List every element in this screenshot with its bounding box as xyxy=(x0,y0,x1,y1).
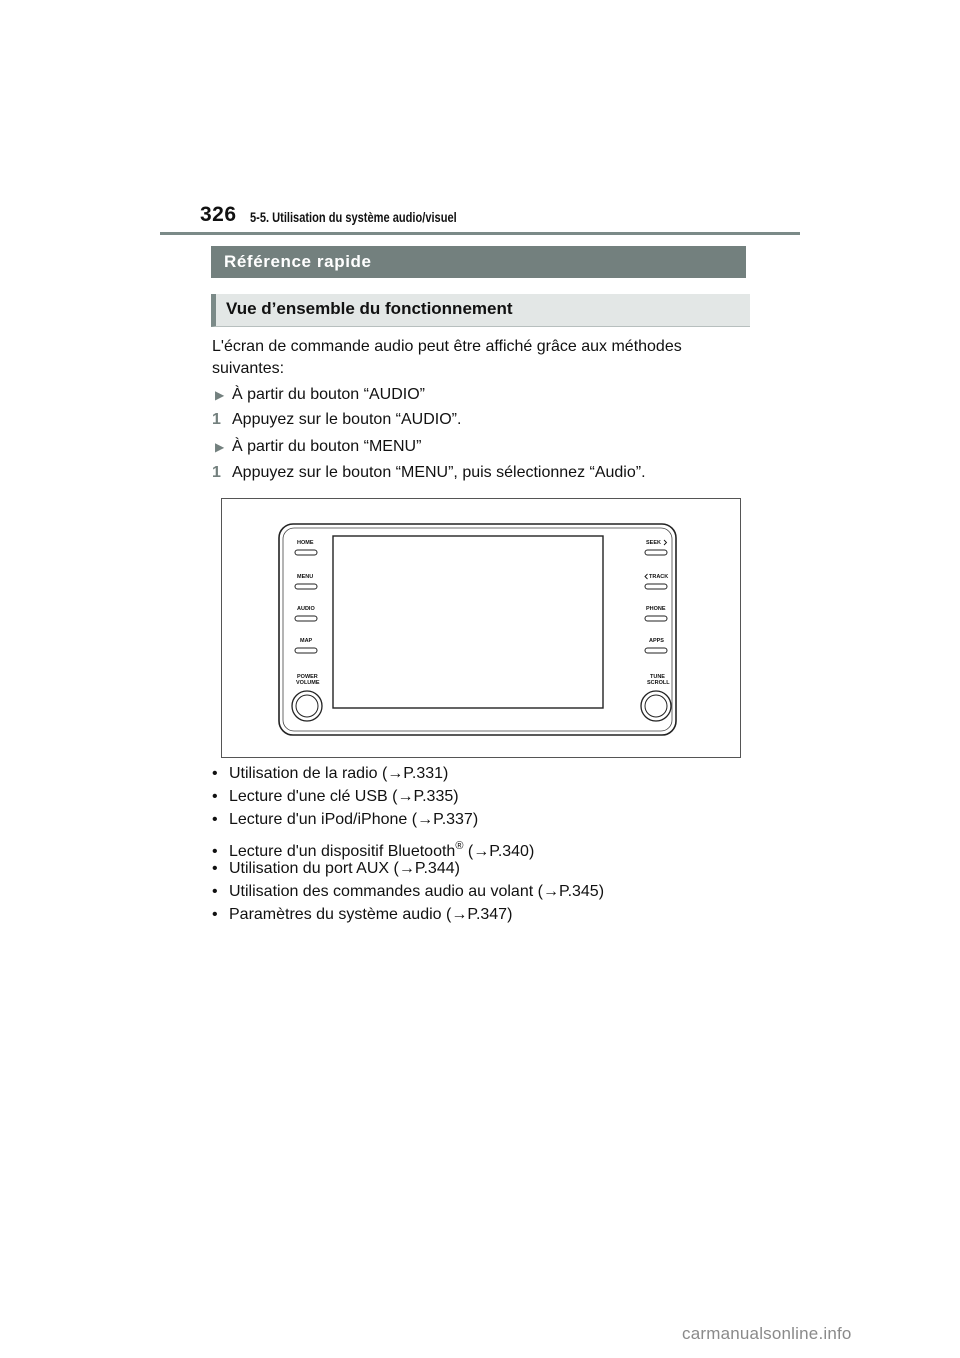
registered-mark: ® xyxy=(455,840,464,852)
step-number: 1 xyxy=(212,411,221,428)
button-label: TRACK xyxy=(649,574,669,580)
arrow-icon: → xyxy=(542,883,559,900)
section-title: 5-5. Utilisation du système audio/visuel xyxy=(250,210,457,225)
page-link[interactable]: P.335) xyxy=(413,788,459,805)
display-screen xyxy=(333,536,603,708)
method-heading xyxy=(215,438,421,456)
page-link[interactable]: P.344) xyxy=(414,860,460,877)
step-row xyxy=(212,411,461,429)
step-row xyxy=(212,464,646,482)
reference-list xyxy=(212,762,772,926)
head-unit-illustration xyxy=(222,499,740,757)
button-label: MAP xyxy=(300,638,313,644)
seek-button xyxy=(645,550,667,555)
triangle-icon: ▶ xyxy=(215,440,225,454)
method-heading-text: À partir du bouton “MENU” xyxy=(232,438,422,455)
apps-button xyxy=(645,648,667,653)
list-item: • Lecture d'une clé USB (→P.335) xyxy=(212,788,459,805)
list-item: • Utilisation des commandes audio au volant (→P.345) xyxy=(212,883,605,900)
subtitle-bar xyxy=(211,294,750,327)
arrow-icon: → xyxy=(387,765,404,782)
page-number: 326 xyxy=(200,203,237,226)
button-label: MENU xyxy=(297,574,314,580)
method-heading-text: À partir du bouton “AUDIO” xyxy=(232,386,425,403)
list-item: • Utilisation de la radio (→P.331) xyxy=(212,765,449,782)
title-bar xyxy=(211,246,746,278)
step-text: Appuyez sur le bouton “MENU”, puis sélectionnez “Audio”. xyxy=(232,464,646,481)
button-label: HOME xyxy=(297,540,314,546)
watermark: carmanualsonline.info xyxy=(682,1324,852,1343)
list-item: • Paramètres du système audio (→P.347) xyxy=(212,906,513,923)
list-item: • Lecture d'un dispositif Bluetooth® (→P.340) xyxy=(212,840,535,860)
head-unit-figure xyxy=(221,498,741,758)
arrow-icon: → xyxy=(473,843,490,860)
triangle-icon: ▶ xyxy=(215,388,225,402)
page-link[interactable]: P.345) xyxy=(558,883,605,900)
subtitle-text: Vue d’ensemble du fonctionnement xyxy=(226,299,513,318)
page-link[interactable]: P.331) xyxy=(403,765,449,782)
list-item: • Utilisation du port AUX (→P.344) xyxy=(212,860,460,877)
home-button xyxy=(295,550,317,555)
arrow-icon: → xyxy=(451,906,468,923)
button-label: APPS xyxy=(649,638,664,644)
list-item: • Lecture d'un iPod/iPhone (→P.337) xyxy=(212,811,479,828)
arrow-icon: → xyxy=(417,811,434,828)
knob-label: VOLUME xyxy=(296,680,320,686)
page-link[interactable]: P.340) xyxy=(489,843,535,860)
menu-button xyxy=(295,584,317,589)
track-button xyxy=(645,584,667,589)
step-number: 1 xyxy=(212,464,221,481)
audio-button xyxy=(295,616,317,621)
phone-button xyxy=(645,616,667,621)
arrow-icon: → xyxy=(397,788,414,805)
button-label: PHONE xyxy=(646,606,666,612)
method-heading xyxy=(215,386,425,404)
map-button xyxy=(295,648,317,653)
intro-paragraph: L'écran de commande audio peut être affiché grâce aux méthodes suivantes: xyxy=(212,338,682,377)
button-label: SEEK xyxy=(646,540,661,546)
knob-label: POWER xyxy=(297,674,318,680)
page-link[interactable]: P.337) xyxy=(433,811,479,828)
page-link[interactable]: P.347) xyxy=(467,906,513,923)
knob-label: SCROLL xyxy=(647,680,670,686)
header-rule xyxy=(160,232,800,235)
knob-label: TUNE xyxy=(650,674,665,680)
step-text: Appuyez sur le bouton “AUDIO”. xyxy=(232,411,462,428)
arrow-icon: → xyxy=(398,860,415,877)
button-label: AUDIO xyxy=(297,606,315,612)
title-text: Référence rapide xyxy=(224,252,372,271)
